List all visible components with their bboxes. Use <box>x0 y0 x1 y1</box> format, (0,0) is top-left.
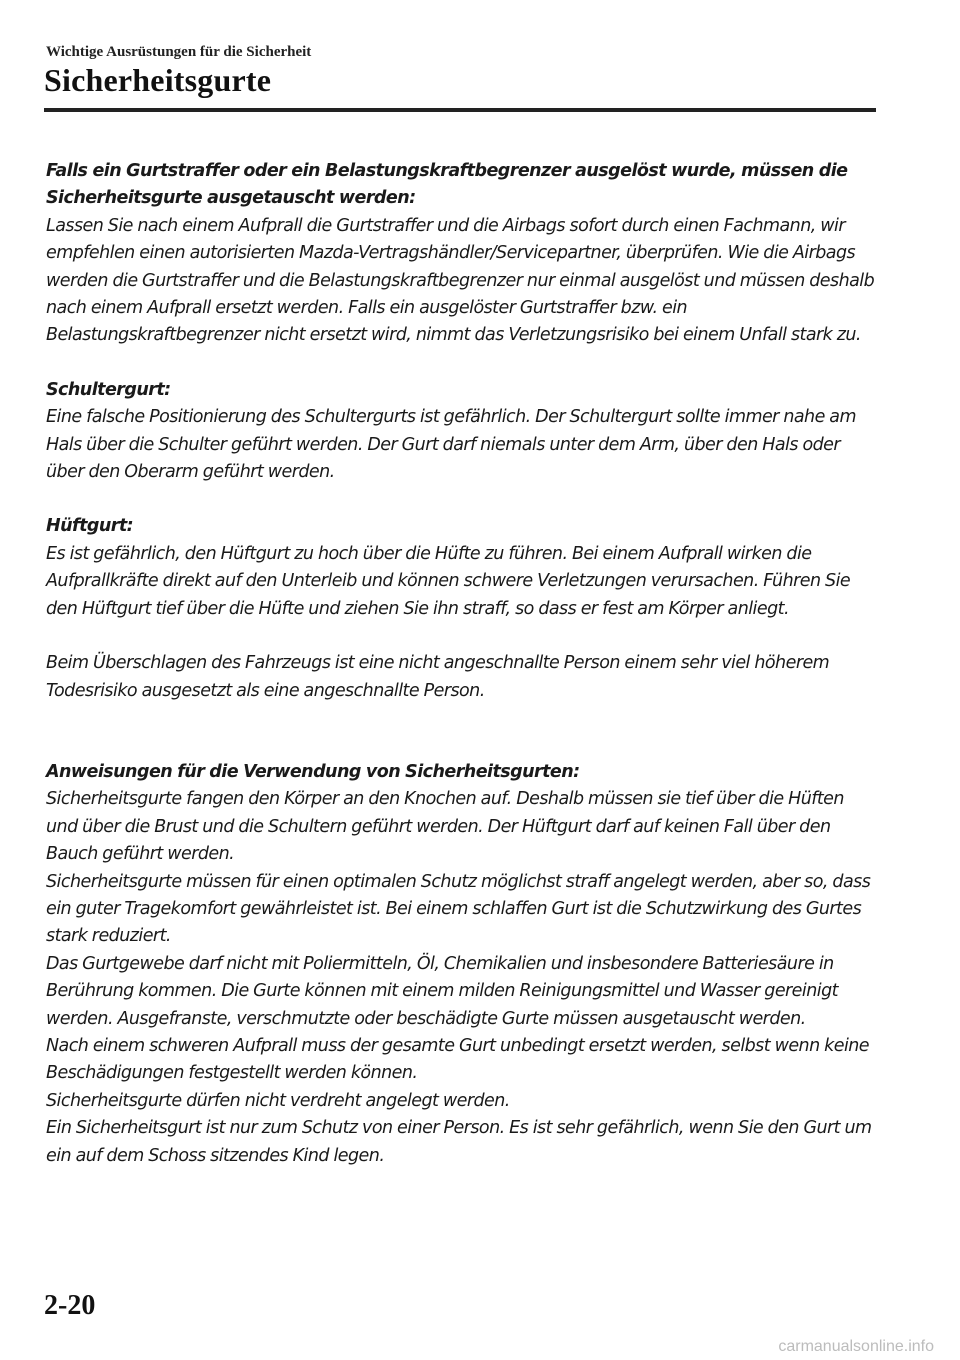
text-block-rollover <box>46 650 876 705</box>
text-block-shoulder-belt <box>46 377 876 487</box>
block-paragraph: Ein Sicherheitsgurt ist nur zum Schutz von einer Person. Es ist sehr gefährlich, wenn Sie den Gurt um ein auf dem Schoss sitzendes Kind legen. <box>46 1118 872 1166</box>
block-paragraph: Es ist gefährlich, den Hüftgurt zu hoch über die Hüfte zu führen. Bei einem Aufprall wirken die Aufprallkräfte direkt auf den Unterleib und können schwere Verletzungen verursachen. Führen Sie den Hüftgurt tief über die Hüfte und ziehen Sie ihn straff, so dass er fest am Körper anliegt. <box>46 543 851 619</box>
block-paragraph: Nach einem schweren Aufprall muss der gesamte Gurt unbedingt ersetzt werden, selbst wenn keine Beschädigungen festgestellt werden können. <box>46 1035 870 1084</box>
page-title: Sicherheitsgurte <box>44 62 272 98</box>
block-paragraph: Sicherheitsgurte dürfen nicht verdreht angelegt werden. <box>46 1090 510 1111</box>
title-divider <box>44 108 876 112</box>
block-heading: Hüftgurt: <box>46 516 134 537</box>
block-heading: Falls ein Gurtstraffer oder ein Belastungskraftbegrenzer ausgelöst wurde, müssen die Sicherheitsgurte ausgetauscht werden: <box>46 161 848 209</box>
block-heading: Anweisungen für die Verwendung von Sicherheitsgurten: <box>46 761 580 782</box>
warning-content <box>46 158 876 1197</box>
block-heading: Schultergurt: <box>46 379 171 400</box>
text-block-pretensioner <box>46 158 876 350</box>
block-paragraph: Eine falsche Positionierung des Schultergurts ist gefährlich. Der Schultergurt sollte immer nahe am Hals über die Schulter geführt werden. Der Gurt darf niemals unter dem Arm, über den Hals oder über den Oberarm geführt werden. <box>46 407 856 483</box>
page-number: 2-20 <box>44 1290 96 1321</box>
block-paragraph: Beim Überschlagen des Fahrzeugs ist eine nicht angeschnallte Person einem sehr viel höherem Todesrisiko ausgesetzt als eine angeschnallte Person. <box>46 653 830 701</box>
section-label: Wichtige Ausrüstungen für die Sicherheit <box>46 44 312 60</box>
block-paragraph: Lassen Sie nach einem Aufprall die Gurtstraffer und die Airbags sofort durch einen Fachmann, wir empfehlen einen autorisierten Mazda-Vertragshändler/Servicepartner, überprüfen. Wie die Airbags werden die Gurtstraffer und die Belastungskraftbegrenzer nur einmal ausgelöst und müssen deshalb nach einem Aufprall ersetzt werden. Falls ein ausgelöster Gurtstraffer bzw. ein Belastungskraftbegrenzer nicht ersetzt wird, nimmt das Verletzungsrisiko bei einem Unfall stark zu. <box>46 215 875 346</box>
block-paragraph: Sicherheitsgurte müssen für einen optimalen Schutz möglichst straff angelegt werden, aber so, dass ein guter Tragekomfort gewährleistet ist. Bei einem schlaffen Gurt ist die Schutzwirkung des Gurtes stark reduziert. <box>46 871 871 947</box>
block-paragraph: Das Gurtgewebe darf nicht mit Poliermitteln, Öl, Chemikalien und insbesondere Batteriesäure in Berührung kommen. Die Gurte können mit einem milden Reinigungsmittel und Wasser gereinigt werden. Ausgefranste, verschmutzte oder beschädigte Gurte müssen ausgetauscht werden. <box>46 953 838 1029</box>
block-paragraph: Sicherheitsgurte fangen den Körper an den Knochen auf. Deshalb müssen sie tief über die Hüften und über die Brust und die Schultern geführt werden. Der Hüftgurt darf auf keinen Fall über den Bauch geführt werden. <box>46 789 844 865</box>
text-block-lap-belt <box>46 513 876 623</box>
text-block-instructions <box>46 759 876 1170</box>
watermark: carmanualsonline.info <box>778 1338 934 1355</box>
